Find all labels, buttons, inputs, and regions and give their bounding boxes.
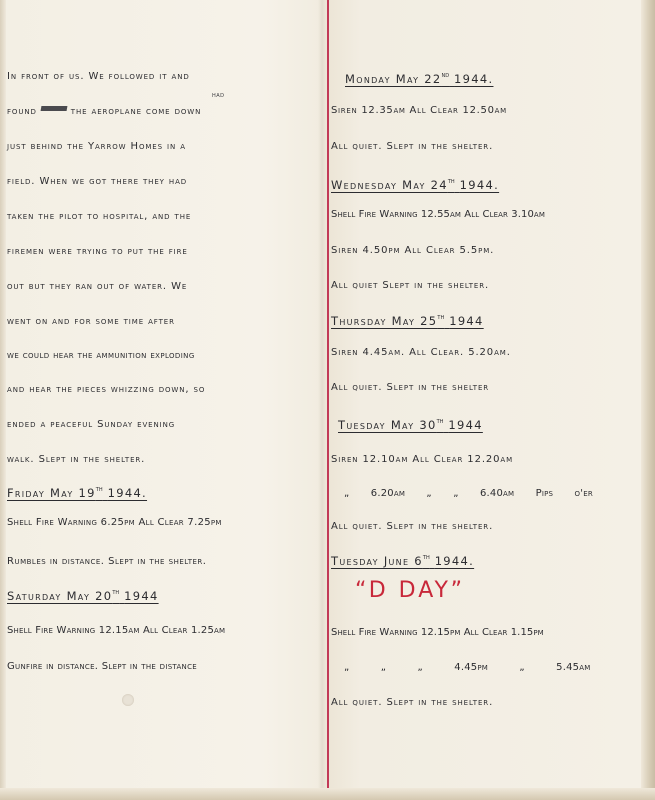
left-line-part: found [7,106,37,117]
entry-date [7,482,147,500]
left-line: we could hear the ammunition exploding [7,350,195,361]
entry-text: Shell Fire Warning 12.55am All Clear 3.10am [331,209,545,220]
entry-text: Gunfire in distance. Slept in the distance [7,661,197,672]
page-edge-right [641,0,655,800]
left-line: walk. Slept in the shelter. [7,454,146,465]
page-fold [318,0,326,800]
entry-text: All quiet Slept in the shelter. [331,280,490,291]
page-edge-bottom [0,788,655,800]
entry-text: Siren 12.35am All Clear 12.50am [331,105,507,116]
entry-date [331,550,474,568]
crossed-out-word [40,106,67,111]
entry-text: Shell Fire Warning 6.25pm All Clear 7.25pm [7,517,222,528]
left-line: ended a peaceful Sunday evening [7,419,176,430]
entry-date [338,414,483,432]
entry-text: Shell Fire Warning 12.15am All Clear 1.25am [7,625,226,636]
entry-date-text: Saturday May 20th 1944 [7,588,159,603]
left-line: firemen were trying to put the fire [7,246,188,257]
entry-text: Siren 4.50pm All Clear 5.5pm. [331,245,495,256]
left-line: In front of us. We followed it and [7,71,190,82]
entry-date [7,585,159,603]
entry-date-text: Thursday May 25th 1944 [331,313,484,328]
left-line-part: the aeroplane come down [70,106,202,117]
entry-text: Shell Fire Warning 12.15pm All Clear 1.15pm [331,627,544,638]
entry-text: Siren 12.10am All Clear 12.20am [331,454,514,465]
entry-text: All quiet. Slept in the shelter. [331,697,494,708]
entry-date [331,310,484,328]
paper-hole [122,694,134,706]
entry-text: All quiet. Slept in the shelter. [331,141,494,152]
entry-date-text: Wednesday May 24th 1944. [331,177,500,192]
left-line [7,105,201,119]
entry-date [345,68,493,86]
entry-text: „ „ „ 4.45pm „ 5.45am [344,662,591,673]
left-line: went on and for some time after [7,316,175,327]
left-line: field. When we got there they had [7,176,188,187]
entry-date-text: Friday May 19th 1944. [7,485,148,500]
left-line: taken the pilot to hospital, and the [7,211,192,222]
entry-text: Siren 4.45am. All Clear. 5.20am. [331,347,511,358]
inserted-word: had [212,91,225,99]
entry-date [331,174,499,192]
red-margin-rule [327,0,329,800]
entry-date-text: Monday May 22nd 1944. [345,71,494,86]
d-day-headline: “D DAY” [355,578,465,603]
entry-date-text: Tuesday May 30th 1944 [338,417,483,432]
entry-date-text: Tuesday June 6th 1944. [331,553,475,568]
left-line: just behind the Yarrow Homes in a [7,141,186,152]
entry-text: All quiet. Slept in the shelter. [331,521,494,532]
entry-text: All quiet. Slept in the shelter [331,382,490,393]
entry-text: „ 6.20am „ „ 6.40am Pips o'er [344,488,593,499]
entry-text: Rumbles in distance. Slept in the shelter. [7,556,207,567]
page-edge-left [0,0,6,800]
left-line: and hear the pieces whizzing down, so [7,384,206,395]
left-line: out but they ran out of water. We [7,281,188,292]
